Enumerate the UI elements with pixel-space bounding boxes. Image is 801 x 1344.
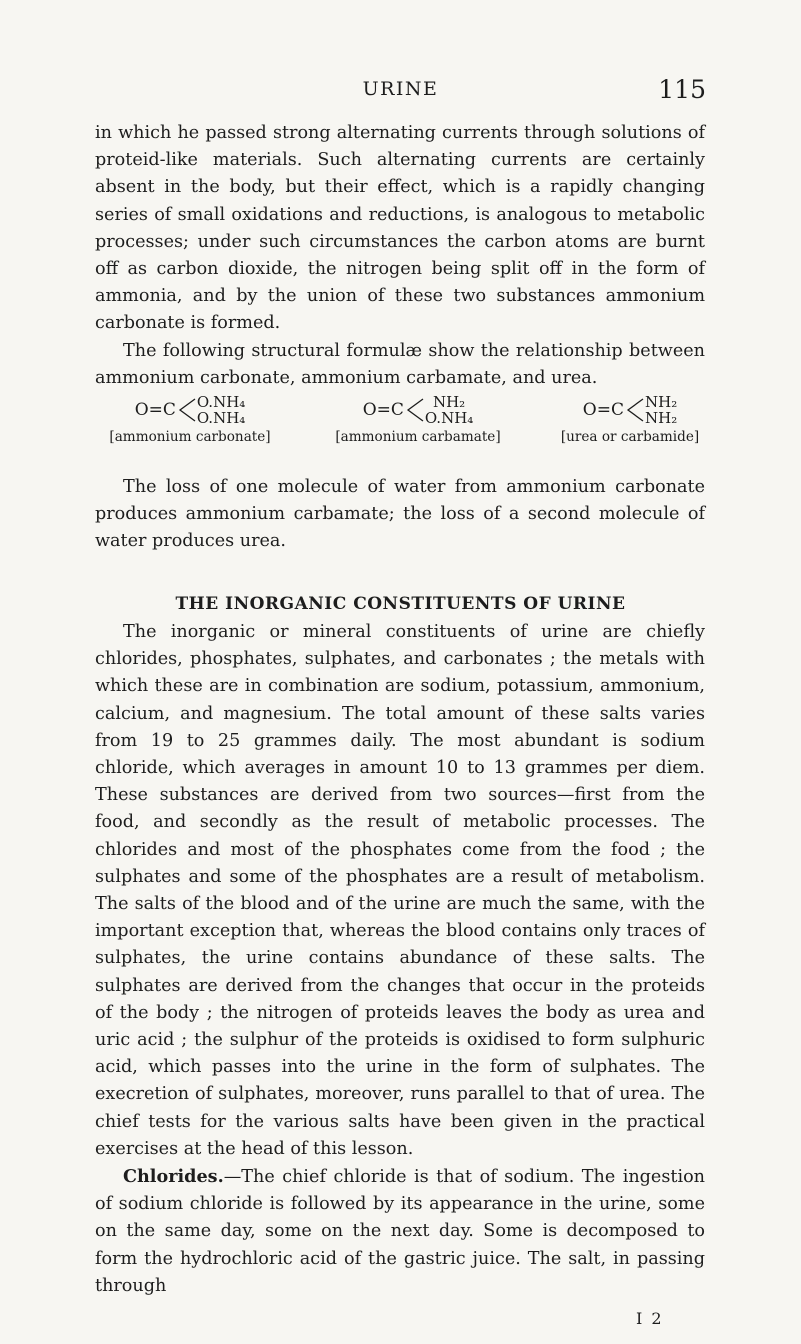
formula-urea bbox=[550, 393, 710, 445]
branch-bond-icon bbox=[625, 393, 645, 427]
formula-caption: [urea or carbamide] bbox=[560, 429, 700, 445]
opening-text bbox=[95, 120, 705, 392]
formula-upper-group: NH₂ bbox=[432, 393, 466, 411]
paragraph-formulae-intro: The following structural formulæ show the relationship between ammonium carbonate, ammonium carbamate, and urea. bbox=[95, 340, 705, 388]
structural-formulae bbox=[95, 393, 710, 449]
formula-upper-group: NH₂ bbox=[644, 393, 678, 411]
formula-caption: [ammonium carbonate] bbox=[109, 429, 271, 445]
paragraph-chlorides bbox=[95, 1163, 705, 1300]
section-heading: THE INORGANIC CONSTITUENTS OF URINE bbox=[175, 594, 626, 614]
formula-carbonyl: O=C bbox=[362, 400, 404, 420]
formulae-explanation bbox=[95, 474, 705, 556]
chlorides-text: —The chief chloride is that of sodium. The ingestion of sodium chloride is followed by its appearance in the urine, some on the same day, some on the next day. Some is decomposed to form the hydrochloric acid of the gastric juice. The salt, in passing through bbox=[95, 1167, 705, 1296]
branch-bond-icon bbox=[177, 393, 197, 427]
formula-upper-group: O.NH₄ bbox=[196, 393, 246, 411]
formula-ammonium-carbamate bbox=[318, 393, 518, 445]
running-head: URINE bbox=[362, 78, 439, 100]
signature-mark: I 2 bbox=[636, 1309, 664, 1328]
formula-lower-group: NH₂ bbox=[644, 409, 678, 427]
branch-bond-icon bbox=[405, 393, 425, 427]
run-in-heading-chlorides: Chlorides. bbox=[123, 1166, 224, 1188]
formula-ammonium-carbonate bbox=[95, 393, 285, 445]
paragraph-continued: in which he passed strong alternating currents through solutions of proteid-like materials. Such alternating currents are certainly absent in the body, but their effect, which is a rapidly changing series of small oxidations and reductions, is analogous to metabolic processes; under such circumstances the carbon atoms are burnt off as carbon dioxide, the nitrogen being split off in the form of ammonia, and by the union of these two substances ammonium carbonate is formed. bbox=[95, 123, 705, 334]
page-number: 115 bbox=[658, 75, 706, 104]
page-header bbox=[0, 75, 801, 108]
formula-lower-group: O.NH₄ bbox=[196, 409, 246, 427]
paragraph-water-loss: The loss of one molecule of water from ammonium carbonate produces ammonium carbamate; the loss of a second molecule of water produces urea. bbox=[95, 477, 705, 552]
formula-caption: [ammonium carbamate] bbox=[335, 429, 501, 445]
formula-carbonyl: O=C bbox=[582, 400, 624, 420]
formula-carbonyl: O=C bbox=[134, 400, 176, 420]
paragraph-inorganic-constituents: The inorganic or mineral constituents of urine are chiefly chlorides, phosphates, sulphates, and carbonates ; the metals with which these are in combination are sodium, potassium, ammonium, calcium, and magnesium. The total amount of these salts varies from 19 to 25 grammes daily. The most abundant is sodium chloride, which averages in amount 10 to 13 grammes per diem. These substances are derived from two sources—first from the food, and secondly as the result of metabolic processes. The chlorides and most of the phosphates come from the food ; the sulphates and some of the phosphates are a result of metabolism. The salts of the blood and of the urine are much the same, with the important exception that, whereas the blood contains only traces of sulphates, the urine contains abundance of these salts. The sulphates are derived from the changes that occur in the proteids of the body ; the nitrogen of proteids leaves the body as urea and uric acid ; the sulphur of the proteids is oxidised to form sulphuric acid, which passes into the urine in the form of sulphates. The execretion of sulphates, moreover, runs parallel to that of urea. The chief tests for the various salts have been given in the practical exercises at the head of this lesson. bbox=[95, 622, 705, 1159]
formula-lower-group: O.NH₄ bbox=[424, 409, 474, 427]
inorganic-section-text bbox=[95, 619, 705, 1300]
